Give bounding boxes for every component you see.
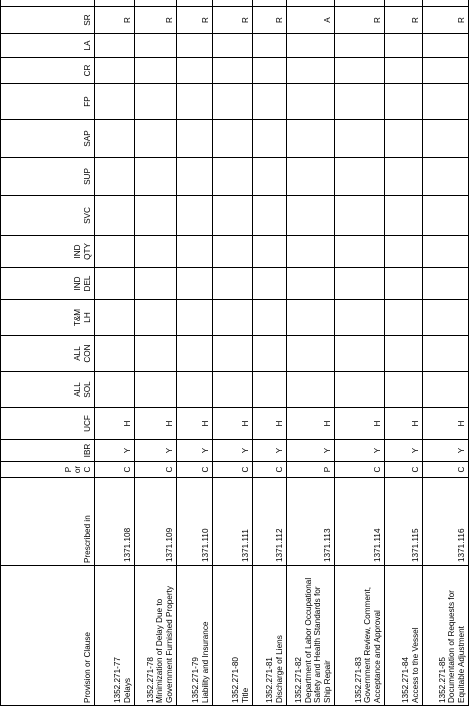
sup-cell bbox=[253, 158, 287, 196]
all-sol-cell bbox=[423, 372, 469, 408]
clause-number: 1352.271-78 bbox=[145, 657, 155, 703]
svc-cell bbox=[95, 196, 135, 236]
header-tm-lh bbox=[1, 300, 95, 336]
all-sol-cell bbox=[135, 372, 177, 408]
sap-cell bbox=[287, 120, 335, 158]
clause-number: 1352.271-80 bbox=[231, 657, 240, 703]
svc-cell bbox=[253, 196, 287, 236]
sup-cell bbox=[213, 158, 253, 196]
clause-number: 1352.271-85 bbox=[437, 657, 447, 703]
sr-cell: R bbox=[253, 7, 287, 34]
header-all-sol-line: ALL bbox=[73, 382, 82, 397]
fp-cell bbox=[287, 84, 335, 120]
sr-cell: R bbox=[213, 7, 253, 34]
all-sol-cell bbox=[213, 372, 253, 408]
it-cell bbox=[423, 0, 469, 7]
ind-del-cell bbox=[287, 268, 335, 300]
p-or-c-cell: C bbox=[385, 462, 423, 478]
prescribed-in-cell: 1371.113 bbox=[287, 478, 335, 566]
prescribed-in-cell: 1371.111 bbox=[213, 478, 253, 566]
all-con-cell bbox=[335, 336, 385, 372]
header-cr: CR bbox=[1, 58, 95, 84]
sap-cell bbox=[385, 120, 423, 158]
cr-cell bbox=[385, 58, 423, 84]
all-sol-cell bbox=[177, 372, 213, 408]
fp-cell bbox=[423, 84, 469, 120]
all-con-cell bbox=[95, 336, 135, 372]
header-prescribed: Prescribed in bbox=[1, 478, 95, 566]
svc-cell bbox=[177, 196, 213, 236]
header-all-con-line: ALL bbox=[73, 346, 82, 361]
header-p-or-c-line: P bbox=[63, 466, 73, 473]
header-all-sol bbox=[1, 372, 95, 408]
la-cell bbox=[287, 34, 335, 58]
sap-cell bbox=[95, 120, 135, 158]
clause-number: 1352.271-82 bbox=[294, 657, 303, 703]
table-row bbox=[177, 0, 213, 706]
ucf-cell: H bbox=[95, 408, 135, 440]
ind-qty-cell bbox=[177, 236, 213, 268]
ind-qty-cell bbox=[335, 236, 385, 268]
clause-title: Minimization of Delay Due to Government Furnished Property bbox=[155, 586, 174, 703]
cr-cell bbox=[213, 58, 253, 84]
sup-cell bbox=[287, 158, 335, 196]
sup-cell bbox=[95, 158, 135, 196]
header-all-sol-line: SOL bbox=[82, 381, 92, 398]
prescribed-in-cell: 1371.112 bbox=[253, 478, 287, 566]
ind-qty-cell bbox=[253, 236, 287, 268]
sap-cell bbox=[253, 120, 287, 158]
it-cell bbox=[335, 0, 385, 7]
tm-lh-cell bbox=[177, 300, 213, 336]
header-ucf: UCF bbox=[1, 408, 95, 440]
p-or-c-cell: C bbox=[423, 462, 469, 478]
ibr-cell: Y bbox=[177, 440, 213, 462]
la-cell bbox=[385, 34, 423, 58]
ind-del-cell bbox=[213, 268, 253, 300]
ucf-cell: H bbox=[253, 408, 287, 440]
la-cell bbox=[135, 34, 177, 58]
header-tm-lh-line: LH bbox=[82, 312, 92, 323]
svc-cell bbox=[213, 196, 253, 236]
ind-qty-cell bbox=[135, 236, 177, 268]
prescribed-in-cell: 1371.109 bbox=[135, 478, 177, 566]
ind-qty-cell bbox=[385, 236, 423, 268]
tm-lh-cell bbox=[95, 300, 135, 336]
table-row bbox=[423, 0, 469, 706]
clause-number: 1352.271-81 bbox=[265, 657, 274, 703]
fp-cell bbox=[95, 84, 135, 120]
ibr-cell: Y bbox=[95, 440, 135, 462]
header-ind-qty-line: QTY bbox=[82, 243, 92, 260]
clause-number: 1352.271-84 bbox=[401, 657, 410, 703]
ind-qty-cell bbox=[423, 236, 469, 268]
svc-cell bbox=[423, 196, 469, 236]
header-ind-del bbox=[1, 268, 95, 300]
ucf-cell: H bbox=[177, 408, 213, 440]
clause-title: Access to the Vessel bbox=[410, 627, 420, 703]
header-la: LA bbox=[1, 34, 95, 58]
ucf-cell: H bbox=[423, 408, 469, 440]
header-p-or-c-line: or bbox=[73, 465, 82, 474]
all-con-cell bbox=[385, 336, 423, 372]
sr-cell: R bbox=[177, 7, 213, 34]
ind-del-cell bbox=[335, 268, 385, 300]
it-cell bbox=[287, 0, 335, 7]
table-row bbox=[213, 0, 253, 706]
all-sol-cell bbox=[287, 372, 335, 408]
prescribed-in-cell: 1371.114 bbox=[335, 478, 385, 566]
table-row bbox=[135, 0, 177, 706]
ind-qty-cell bbox=[213, 236, 253, 268]
p-or-c-cell: C bbox=[177, 462, 213, 478]
header-p-or-c bbox=[1, 462, 95, 478]
cr-cell bbox=[177, 58, 213, 84]
prescribed-in-cell: 1371.108 bbox=[95, 478, 135, 566]
tm-lh-cell bbox=[135, 300, 177, 336]
clause-title: Delays bbox=[122, 677, 132, 703]
ibr-cell: Y bbox=[213, 440, 253, 462]
fp-cell bbox=[213, 84, 253, 120]
sap-cell bbox=[135, 120, 177, 158]
p-or-c-cell: C bbox=[253, 462, 287, 478]
it-cell bbox=[95, 0, 135, 7]
provision-cell bbox=[95, 566, 135, 706]
clause-rows bbox=[95, 0, 469, 706]
provision-cell bbox=[177, 566, 213, 706]
cr-cell bbox=[287, 58, 335, 84]
tm-lh-cell bbox=[423, 300, 469, 336]
ucf-cell: H bbox=[385, 408, 423, 440]
it-cell bbox=[177, 0, 213, 7]
provision-cell bbox=[135, 566, 177, 706]
clause-title: Liability and Insurance bbox=[200, 621, 210, 703]
header-p-or-c-line: C bbox=[82, 466, 92, 473]
it-cell bbox=[253, 0, 287, 7]
p-or-c-cell: C bbox=[213, 462, 253, 478]
it-cell bbox=[213, 0, 253, 7]
all-sol-cell bbox=[385, 372, 423, 408]
cr-cell bbox=[423, 58, 469, 84]
table-row bbox=[95, 0, 135, 706]
header-all-con bbox=[1, 336, 95, 372]
header-ind-del-line: IND bbox=[73, 276, 82, 291]
p-or-c-cell: C bbox=[335, 462, 385, 478]
la-cell bbox=[335, 34, 385, 58]
tm-lh-cell bbox=[385, 300, 423, 336]
header-sr: SR bbox=[1, 7, 95, 34]
sup-cell bbox=[177, 158, 213, 196]
sr-cell: R bbox=[95, 7, 135, 34]
prescribed-in-cell: 1371.110 bbox=[177, 478, 213, 566]
header-it bbox=[1, 0, 95, 7]
all-sol-cell bbox=[95, 372, 135, 408]
ibr-cell: Y bbox=[135, 440, 177, 462]
ucf-cell: H bbox=[135, 408, 177, 440]
provision-cell bbox=[213, 566, 253, 706]
table-row bbox=[385, 0, 423, 706]
ind-del-cell bbox=[135, 268, 177, 300]
provision-cell bbox=[385, 566, 423, 706]
provision-cell bbox=[335, 566, 385, 706]
sr-cell: R bbox=[385, 7, 423, 34]
sap-cell bbox=[213, 120, 253, 158]
table-row bbox=[335, 0, 385, 706]
cr-cell bbox=[253, 58, 287, 84]
la-cell bbox=[423, 34, 469, 58]
ucf-cell: H bbox=[213, 408, 253, 440]
ucf-cell: H bbox=[335, 408, 385, 440]
ibr-cell: Y bbox=[287, 440, 335, 462]
sap-cell bbox=[423, 120, 469, 158]
all-sol-cell bbox=[335, 372, 385, 408]
ind-qty-cell bbox=[287, 236, 335, 268]
la-cell bbox=[177, 34, 213, 58]
fp-cell bbox=[253, 84, 287, 120]
sr-cell: R bbox=[135, 7, 177, 34]
tm-lh-cell bbox=[335, 300, 385, 336]
tm-lh-cell bbox=[287, 300, 335, 336]
all-con-cell bbox=[135, 336, 177, 372]
ind-del-cell bbox=[253, 268, 287, 300]
it-cell bbox=[135, 0, 177, 7]
ind-del-cell bbox=[95, 268, 135, 300]
la-cell bbox=[95, 34, 135, 58]
it-cell bbox=[385, 0, 423, 7]
table-row bbox=[253, 0, 287, 706]
p-or-c-cell: C bbox=[135, 462, 177, 478]
p-or-c-cell: C bbox=[95, 462, 135, 478]
all-con-cell bbox=[287, 336, 335, 372]
svc-cell bbox=[385, 196, 423, 236]
header-all-con-line: CON bbox=[82, 344, 92, 363]
header-ind-qty bbox=[1, 236, 95, 268]
clause-title: Government Review, Comment, Acceptance and Approval bbox=[363, 586, 382, 703]
fp-cell bbox=[385, 84, 423, 120]
la-cell bbox=[253, 34, 287, 58]
header-sap: SAP bbox=[1, 120, 95, 158]
sup-cell bbox=[423, 158, 469, 196]
provision-cell bbox=[287, 566, 335, 706]
clause-title: Title bbox=[240, 687, 250, 703]
cr-cell bbox=[95, 58, 135, 84]
header-tm-lh-line: T&M bbox=[73, 308, 82, 327]
sap-cell bbox=[335, 120, 385, 158]
header-fp: FP bbox=[1, 84, 95, 120]
sup-cell bbox=[135, 158, 177, 196]
clause-title: Documentation of Requests for Equitable Adjustment bbox=[447, 590, 466, 703]
header-provision: Provision or Clause bbox=[1, 566, 95, 706]
fp-cell bbox=[135, 84, 177, 120]
ind-del-cell bbox=[423, 268, 469, 300]
ibr-cell: Y bbox=[423, 440, 469, 462]
tm-lh-cell bbox=[213, 300, 253, 336]
clause-number: 1352.271-77 bbox=[113, 657, 122, 703]
fp-cell bbox=[177, 84, 213, 120]
header-ind-qty-line: IND bbox=[73, 244, 82, 259]
header-ind-del-line: DEL bbox=[82, 275, 92, 292]
sup-cell bbox=[385, 158, 423, 196]
ibr-cell: Y bbox=[335, 440, 385, 462]
tm-lh-cell bbox=[253, 300, 287, 336]
header-row bbox=[1, 0, 95, 706]
ucf-cell: H bbox=[287, 408, 335, 440]
table-row bbox=[287, 0, 335, 706]
clause-title: Department of Labor Occupational Safety and Health Standards for Ship Repair bbox=[303, 577, 332, 703]
sr-cell: A bbox=[287, 7, 335, 34]
cr-cell bbox=[135, 58, 177, 84]
ind-del-cell bbox=[177, 268, 213, 300]
cr-cell bbox=[335, 58, 385, 84]
sap-cell bbox=[177, 120, 213, 158]
all-sol-cell bbox=[253, 372, 287, 408]
sup-cell bbox=[335, 158, 385, 196]
svc-cell bbox=[335, 196, 385, 236]
prescribed-in-cell: 1371.116 bbox=[423, 478, 469, 566]
all-con-cell bbox=[213, 336, 253, 372]
header-sup: SUP bbox=[1, 158, 95, 196]
ibr-cell: Y bbox=[385, 440, 423, 462]
fp-cell bbox=[335, 84, 385, 120]
p-or-c-cell: P bbox=[287, 462, 335, 478]
provision-cell bbox=[253, 566, 287, 706]
ibr-cell: Y bbox=[253, 440, 287, 462]
clause-number: 1352.271-83 bbox=[353, 657, 363, 703]
provision-cell bbox=[423, 566, 469, 706]
header-svc: SVC bbox=[1, 196, 95, 236]
svc-cell bbox=[287, 196, 335, 236]
all-con-cell bbox=[423, 336, 469, 372]
svc-cell bbox=[135, 196, 177, 236]
clause-title: Discharge of Liens bbox=[274, 635, 284, 703]
prescribed-in-cell: 1371.115 bbox=[385, 478, 423, 566]
sr-cell: R bbox=[423, 7, 469, 34]
ind-del-cell bbox=[385, 268, 423, 300]
header-ibr: IBR bbox=[1, 440, 95, 462]
sr-cell: R bbox=[335, 7, 385, 34]
all-con-cell bbox=[177, 336, 213, 372]
la-cell bbox=[213, 34, 253, 58]
all-con-cell bbox=[253, 336, 287, 372]
clause-number: 1352.271-79 bbox=[191, 657, 200, 703]
ind-qty-cell bbox=[95, 236, 135, 268]
